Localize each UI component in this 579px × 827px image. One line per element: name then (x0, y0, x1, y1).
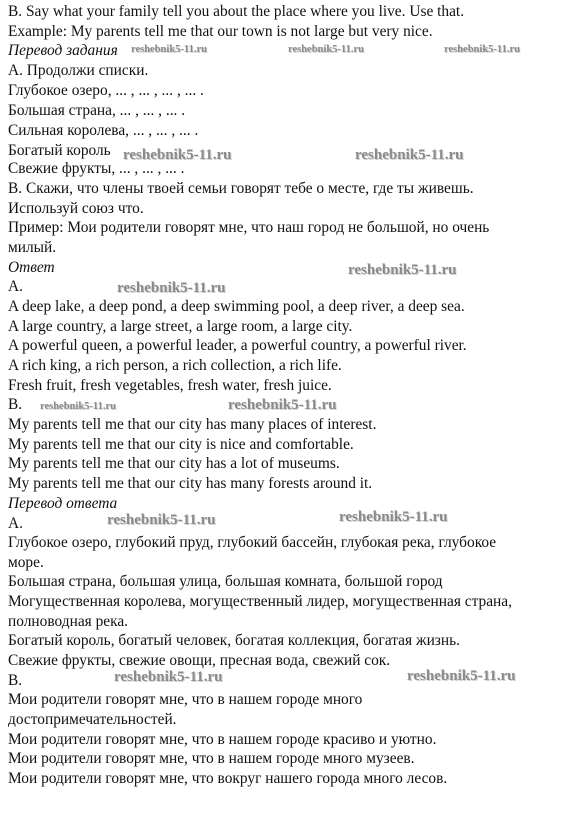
text-line: B. (8, 396, 23, 413)
text-line: My parents tell me that our city has many places of interest. (8, 416, 377, 433)
text-line: Fresh fruit, fresh vegetables, fresh water, fresh juice. (8, 377, 332, 394)
text-line: A large country, a large street, a large room, a large city. (8, 318, 353, 335)
text-line: А. Продолжи списки. (8, 62, 149, 79)
text-line: Богатый король, богатый человек, богатая коллекция, богатая жизнь. (8, 632, 460, 649)
text-line: Мои родители говорят мне, что в нашем городе много (8, 691, 363, 708)
text-line: My parents tell me that our city is nice and comfortable. (8, 436, 354, 453)
text-line: Свежие фрукты, ... , ... , ... . (8, 160, 185, 177)
text-line: Мои родители говорят мне, что в нашем городе красиво и уютно. (8, 731, 437, 748)
text-line: Большая страна, большая улица, большая комната, большой город (8, 573, 443, 590)
text-line: A powerful queen, a powerful leader, a powerful country, a powerful river. (8, 337, 467, 354)
task-title-line: B. Say what your family tell you about the place where you live. Use that. (8, 3, 465, 20)
text-line: Могущественная королева, могущественный лидер, могущественная страна, (8, 593, 512, 610)
text-line: Мои родители говорят мне, что вокруг нашего города много лесов. (8, 770, 448, 787)
watermark: reshebnik5-11.ru (107, 512, 216, 528)
text-line: Пример: Мои родители говорят мне, что наш город не большой, но очень (8, 219, 490, 236)
text-line: Свежие фрукты, свежие овощи, пресная вода, свежий сок. (8, 652, 391, 669)
text-line: милый. (8, 239, 57, 256)
section-heading-task-translation: Перевод задания (8, 42, 118, 59)
watermark: reshebnik5-11.ru (444, 44, 520, 55)
text-line: Глубокое озеро, глубокий пруд, глубокий бассейн, глубокая река, глубокое (8, 534, 497, 551)
text-line: А. (8, 515, 23, 532)
watermark: reshebnik5-11.ru (339, 509, 448, 525)
text-line: полноводная река. (8, 613, 129, 630)
text-line: достопримечательностей. (8, 711, 177, 728)
watermark: reshebnik5-11.ru (407, 668, 516, 684)
text-line: My parents tell me that our city has a lot of museums. (8, 455, 340, 472)
watermark: reshebnik5-11.ru (131, 44, 207, 55)
watermark: reshebnik5-11.ru (355, 147, 464, 163)
text-line: Большая страна, ... , ... , ... . (8, 102, 186, 119)
text-line: Используй союз что. (8, 200, 144, 217)
section-heading-answer: Ответ (8, 259, 55, 276)
text-line: Богатый король (8, 142, 111, 159)
text-line: В. Скажи, что члены твоей семьи говорят тебе о месте, где ты живешь. (8, 180, 474, 197)
watermark: reshebnik5-11.ru (288, 44, 364, 55)
text-line: A. (8, 278, 23, 295)
watermark: reshebnik5-11.ru (117, 280, 226, 296)
text-line: A rich king, a rich person, a rich collection, a rich life. (8, 357, 342, 374)
text-line: море. (8, 554, 44, 571)
watermark: reshebnik5-11.ru (228, 397, 337, 413)
watermark: reshebnik5-11.ru (348, 262, 457, 278)
watermark: reshebnik5-11.ru (114, 669, 223, 685)
watermark: reshebnik5-11.ru (40, 401, 116, 412)
text-line: Сильная королева, ... , ... , ... . (8, 122, 199, 139)
text-line: My parents tell me that our city has many forests around it. (8, 475, 373, 492)
watermark: reshebnik5-11.ru (123, 147, 232, 163)
text-line: A deep lake, a deep pond, a deep swimming pool, a deep river, a deep sea. (8, 298, 465, 315)
text-line: В. (8, 672, 23, 689)
text-line: Глубокое озеро, ... , ... , ... , ... . (8, 82, 204, 99)
text-line: Мои родители говорят мне, что в нашем городе много музеев. (8, 750, 415, 767)
section-heading-answer-translation: Перевод ответа (8, 495, 118, 512)
task-example-line: Example: My parents tell me that our town is not large but very nice. (8, 23, 433, 40)
